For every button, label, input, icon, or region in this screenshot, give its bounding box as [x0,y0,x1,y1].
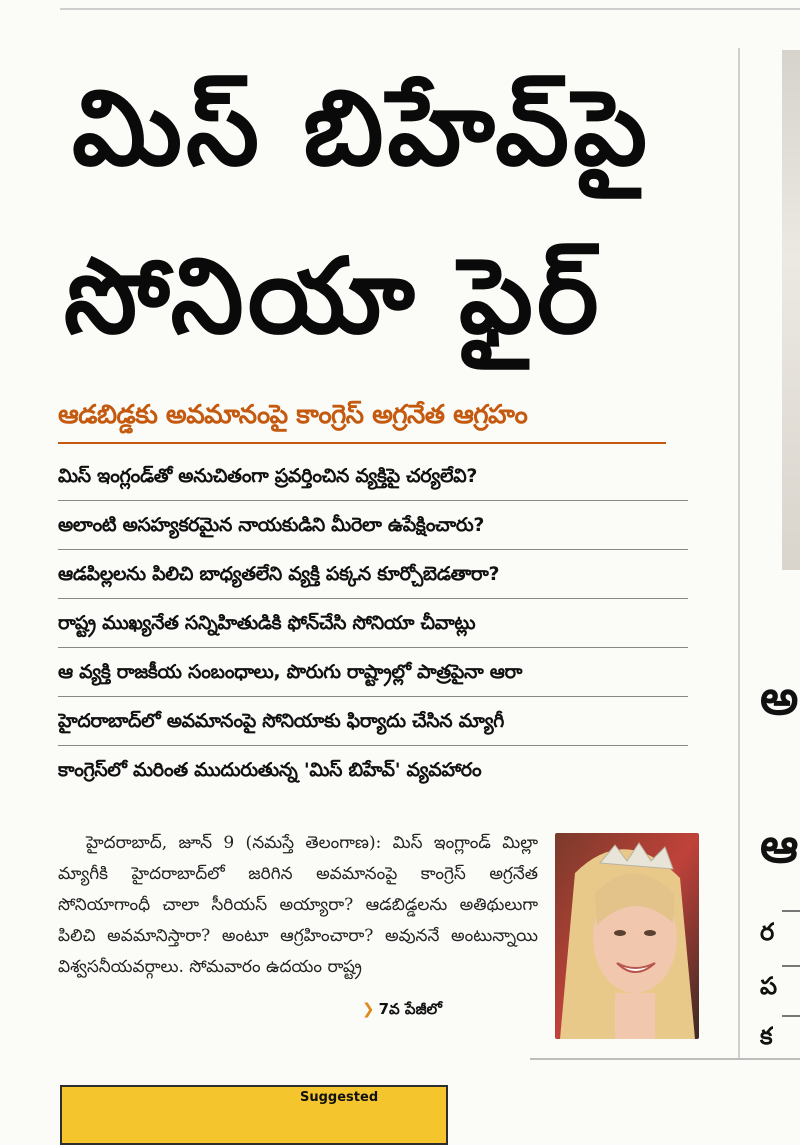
ad-label: Suggested [300,1090,379,1105]
arrow-icon: ❯ [362,1000,375,1018]
adjacent-rule [782,965,800,967]
headline-line-2: సోనియా ఫైర్ [64,235,603,357]
highlight-point: కాంగ్రెస్‌లో మరింత ముదురుతున్న 'మిస్ బిహేవ్' వ్యవహారం [58,759,482,781]
bottom-rule [530,1058,800,1060]
miss-england-photo [555,833,699,1039]
suggested-ad-banner[interactable] [60,1085,448,1145]
adjacent-text-fragment: ర [760,918,775,946]
highlight-point: హైదరాబాద్‌లో అవమానంపై సోనియాకు ఫిర్యాదు చేసిన మ్యాగీ [58,697,688,746]
adjacent-photo-crop [782,50,800,570]
subheadline: ఆడబిడ్డకు అవమానంపై కాంగ్రెస్ అగ్రనేత ఆగ్రహం [58,400,528,430]
highlight-point: అలాంటి అసహ్యకరమైన నాయకుడిని మీరెలా ఉపేక్షించారు? [58,501,688,550]
article-paragraph: హైదరాబాద్, జూన్ 9 (నమస్తే తెలంగాణ): మిస్ ఇంగ్లాండ్ మిల్లా మ్యాగీకి హైదరాబాద్‌లో జరిగిన అవమానంపై కాంగ్రెస్ అగ్రనేత సోనియాగాంధీ చాలా సీరియస్ అయ్యారా? ఆడబిడ్డలను అతిథులుగా పిలిచి అవమానిస్తారా? అంటూ ఆగ్రహించారా? అవుననే అంటున్నాయి విశ్వసనీయవర్గాలు. సోమవారం ఉదయం రాష్ట్ర [58,833,538,977]
adjacent-text-fragment: క [760,1022,773,1050]
highlight-points-list [58,452,688,795]
highlight-point: ఆ వ్యక్తి రాజకీయ సంబంధాలు, పొరుగు రాష్ట్రాల్లో పాత్రపైనా ఆరా [58,648,688,697]
adjacent-headline-fragment: ఆ [760,818,799,874]
adjacent-rule [782,910,800,912]
adjacent-text-fragment: ప [760,972,778,1000]
top-rule [60,8,800,10]
column-divider [738,48,740,1058]
portrait-image [555,833,699,1039]
highlight-point: రాష్ట్ర ముఖ్యనేత సన్నిహితుడికి ఫోన్‌చేసి సోనియా చీవాట్లు [58,599,688,648]
headline-line-1: మిస్ బిహేవ్‌పై [72,67,652,189]
highlight-point: మిస్ ఇంగ్లండ్‌తో అనుచితంగా ప్రవర్తించిన వ్యక్తిపై చర్యలేవి? [58,452,688,501]
adjacent-rule [782,1015,800,1017]
article-body [58,828,538,983]
continuation-link[interactable] [362,1000,442,1022]
continuation-label: 7వ పేజీలో [378,1000,442,1018]
adjacent-headline-fragment: అ [760,670,799,726]
subheadline-rule [58,442,666,444]
highlight-point: ఆడపిల్లలను పిలిచి బాధ్యతలేని వ్యక్తి పక్కన కూర్చోబెడతారా? [58,550,688,599]
